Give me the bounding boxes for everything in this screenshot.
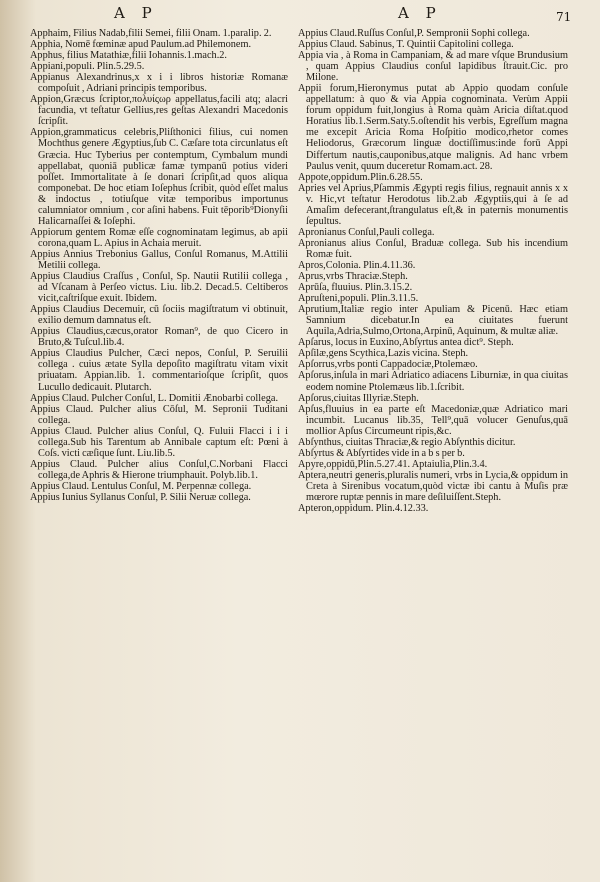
dictionary-entry: Apſorus,ciuitas Illyriæ.Steph. xyxy=(298,392,419,404)
dictionary-entry: Appius Iunius Syllanus Conſul, P. Silii Neruæ collega. xyxy=(30,491,251,503)
dictionary-entry: Appia via , à Roma in Campaniam, & ad mare vſque Brundusium , quam Appius Claudius conſul lapidibus ſtrauit.Cic. pro Milone. xyxy=(298,50,568,84)
dictionary-entry: Apruſteni,populi. Plin.3.11.5. xyxy=(298,293,419,305)
dictionary-entry: Appius Claud. Sabinus, T. Quintii Capitolini collega. xyxy=(298,39,514,51)
dictionary-entry: Apyre,oppidū,Plin.5.27.41. Aptaiulia,Plin.3.4. xyxy=(298,458,488,470)
header-left-letters: A P xyxy=(114,4,158,22)
dictionary-entry: Appius Claud. Pulcher alius Cōſul, M. Sepronii Tuditani collega. xyxy=(30,403,288,426)
dictionary-entry: Appion,grammaticus celebris,Pliſthonici filius, cui nomen Mochthus genere Ægyptius,ſub C. Cæſare tota circunlatus eſt Græcia. Huc Tyberius per contemptum, Cymbalum mundi appellabat, quoniā publicæ famæ tympanū potius videri poſſet. Immortalitate à ſe donari ſcripſit,ad quos aliqua componebat. De hoc etiam Ioſephus ſcribit, quòd eſſet malus & indoctus , totiuſque vitæ temporibus importunus calumniator omnium , cor aſini habens. Fuit tēporib⁹Dionyſii Halicarnaſſei & Ioſephi. xyxy=(30,127,288,227)
dictionary-entry: Appius Claudius Decemuir, cū ſociis magiſtratum vi obtinuit, exilio demum damnatus eſt. xyxy=(30,304,288,327)
dictionary-entry: Apſorrus,vrbs ponti Cappadociæ,Ptolemæo. xyxy=(298,359,478,371)
page-number: 71 xyxy=(556,10,572,24)
dictionary-entry: Appius Claudius,cæcus,orator Roman⁹, de quo Cicero in Bruto,& Tuſcul.lib.4. xyxy=(30,326,288,349)
dictionary-entry: Apſorus,inſula in mari Adriatico adiacens Liburniæ, in qua ciuitas eodem nomine Ptolemæus lib.1.ſcribit. xyxy=(298,370,568,393)
dictionary-entry: Apteron,oppidum. Plin.4.12.33. xyxy=(298,503,429,515)
dictionary-entry: Apſilæ,gens Scythica,Lazis vicina. Steph. xyxy=(298,348,469,360)
dictionary-entry: Apſarus, locus in Euxino,Abſyrtus antea dict⁹. Steph. xyxy=(298,337,514,349)
dictionary-entry: Appion,Græcus ſcriptor,πολυίςωρ appellatus,facili atq; alacri facundia, vt teſtatur Gellius,res geſtas Alexandri Macedonis ſcripſit. xyxy=(30,94,288,128)
dictionary-entry: Apphia, Nomē fœminæ apud Paulum.ad Philemonem. xyxy=(30,39,252,51)
dictionary-entry: Aptera,neutri generis,pluralis numeri, vrbs in Lycia,& oppidum in Creta à Sirenibus vocatum,quòd victæ ibi cantu à Muſis præ mœrore ruptæ pennis in mare deſiluiſſent.Steph. xyxy=(298,469,568,503)
dictionary-entry: Appius Annius Trebonius Gallus, Conſul Romanus, M.Attilii Metilii collega. xyxy=(30,248,288,271)
dictionary-entry: Appius Claud. Pulcher alius Conſul, Q. Fuluii Flacci i i i collega.Sub his Tarentum ab Annibale captum eſt: Pœni à Coſs. victi cæſique ſunt. Liu.lib.5. xyxy=(30,425,288,459)
dictionary-entry: Appius Claud. Pulcher alius Conſul,C.Norbani Flacci collega,de Aphris & Hierone triumphauit. Polyb.lib.1. xyxy=(30,458,288,481)
dictionary-entry: Apries vel Aprius,Pſammis Ægypti regis filius, regnauit annis x x v. Hic,vt teſtatur Herodotus lib.2.ab Ægyptiis,qui à ſe ad Amaſim defecerant,ſtrangulatus eſt,& in paternis monumentis ſepultus. xyxy=(298,182,568,227)
dictionary-entry: Apronianus alius Conſul, Braduæ collega. Sub his incendium Romæ fuit. xyxy=(298,237,568,260)
dictionary-entry: Appius Claudius Pulcher, Cæci nepos, Conſul, P. Seruilii collega . cuius ætate Sylla depoſito magiſtratu vitam vixit priuatam. Appian.lib. 1. commentarioſque ſcripſit, quos Lucullo dedicauit. Plutarch. xyxy=(30,348,288,393)
dictionary-entry: Apronianus Conſul,Pauli collega. xyxy=(298,226,435,238)
dictionary-entry: Apros,Colonia. Plin.4.11.36. xyxy=(298,259,416,271)
dictionary-entry: Apphus, filius Matathiæ,filii Iohannis.1.mach.2. xyxy=(30,50,227,62)
dictionary-entry: Aprūſa, fluuius. Plin.3.15.2. xyxy=(298,282,413,294)
dictionary-entry: Appius Claud. Lentulus Conſul, M. Perpennæ collega. xyxy=(30,480,252,492)
dictionary-entry: Apſus,fluuius in ea parte eſt Macedoniæ,quæ Adriatico mari incumbit. Lucanus lib.35, Tell⁹,quā volucer Genuſus,quā mollior Apſus Circumeunt ripis,&c. xyxy=(298,403,568,437)
dictionary-entry: Appii forum,Hieronymus putat ab Appio quodam conſule appellatum: à quo & via Appia cognominata. Verùm Appii forum oppidum fuit,longius à Roma quàm Aricia diſtat.quod Horatius lib.1.Serm.Saty.5.oſtendit his verbis, Egreſſum magna me excepit Aricia Roma Hoſpitio modico,rhetor comes Heliodorus, Græcorum linguæ doctiſſimus:inde forū Appi Differtum nautis,cauponibus,atque malignis. Ad hanc vrbem Paulus venit, quum duceretur Romam.act. 28. xyxy=(298,83,568,172)
right-column xyxy=(298,28,568,872)
dictionary-entry: Appius Claudius Craſſus , Conſul, Sp. Nautii Rutilii collega , ad Vſcanam à Perſeo victus. Liu. lib.2. Decad.5. Celtiberos vicit,caſtriſque exuit. Ibidem. xyxy=(30,271,288,305)
dictionary-entry: Aprus,vrbs Thraciæ.Steph. xyxy=(298,271,408,283)
dictionary-entry: Aprutium,Italiæ regio inter Apuliam & Picenū. Hæc etiam Samnium dicebatur.In ea ciuitates fuerunt Aquila,Adria,Sulmo,Ortona,Arpinū, Aquinum, & multæ aliæ. xyxy=(298,304,568,338)
dictionary-entry: Abſyrtus & Abſyrtides vide in a b s per b. xyxy=(298,447,465,459)
dictionary-entry: Appote,oppidum.Plin.6.28.55. xyxy=(298,171,423,183)
header-right-letters: A P xyxy=(398,4,442,22)
dictionary-entry: Abſynthus, ciuitas Thraciæ,& regio Abſynthis dicitur. xyxy=(298,436,516,448)
dictionary-entry: Appius Claud.Ruſſus Conſul,P. Sempronii Sophi collega. xyxy=(298,28,530,39)
dictionary-entry: Appianus Alexandrinus,x x i i libros historiæ Romanæ compoſuit , Adriani principis temporibus. xyxy=(30,72,288,95)
dictionary-entry: Appius Claud. Pulcher Conſul, L. Domitii Ænobarbi collega. xyxy=(30,392,279,404)
running-header xyxy=(0,4,600,26)
left-column xyxy=(30,28,288,872)
dictionary-entry: Appiorum gentem Romæ eſſe cognominatam legimus, ab apii corona,quam L. Apius in Achaia meruit. xyxy=(30,226,288,249)
dictionary-entry: Appiani,populi. Plin.5.29.5. xyxy=(30,61,145,73)
dictionary-entry: Apphaim, Filius Nadab,filii Semei, filii Onam. 1.paralip. 2. xyxy=(30,28,272,39)
